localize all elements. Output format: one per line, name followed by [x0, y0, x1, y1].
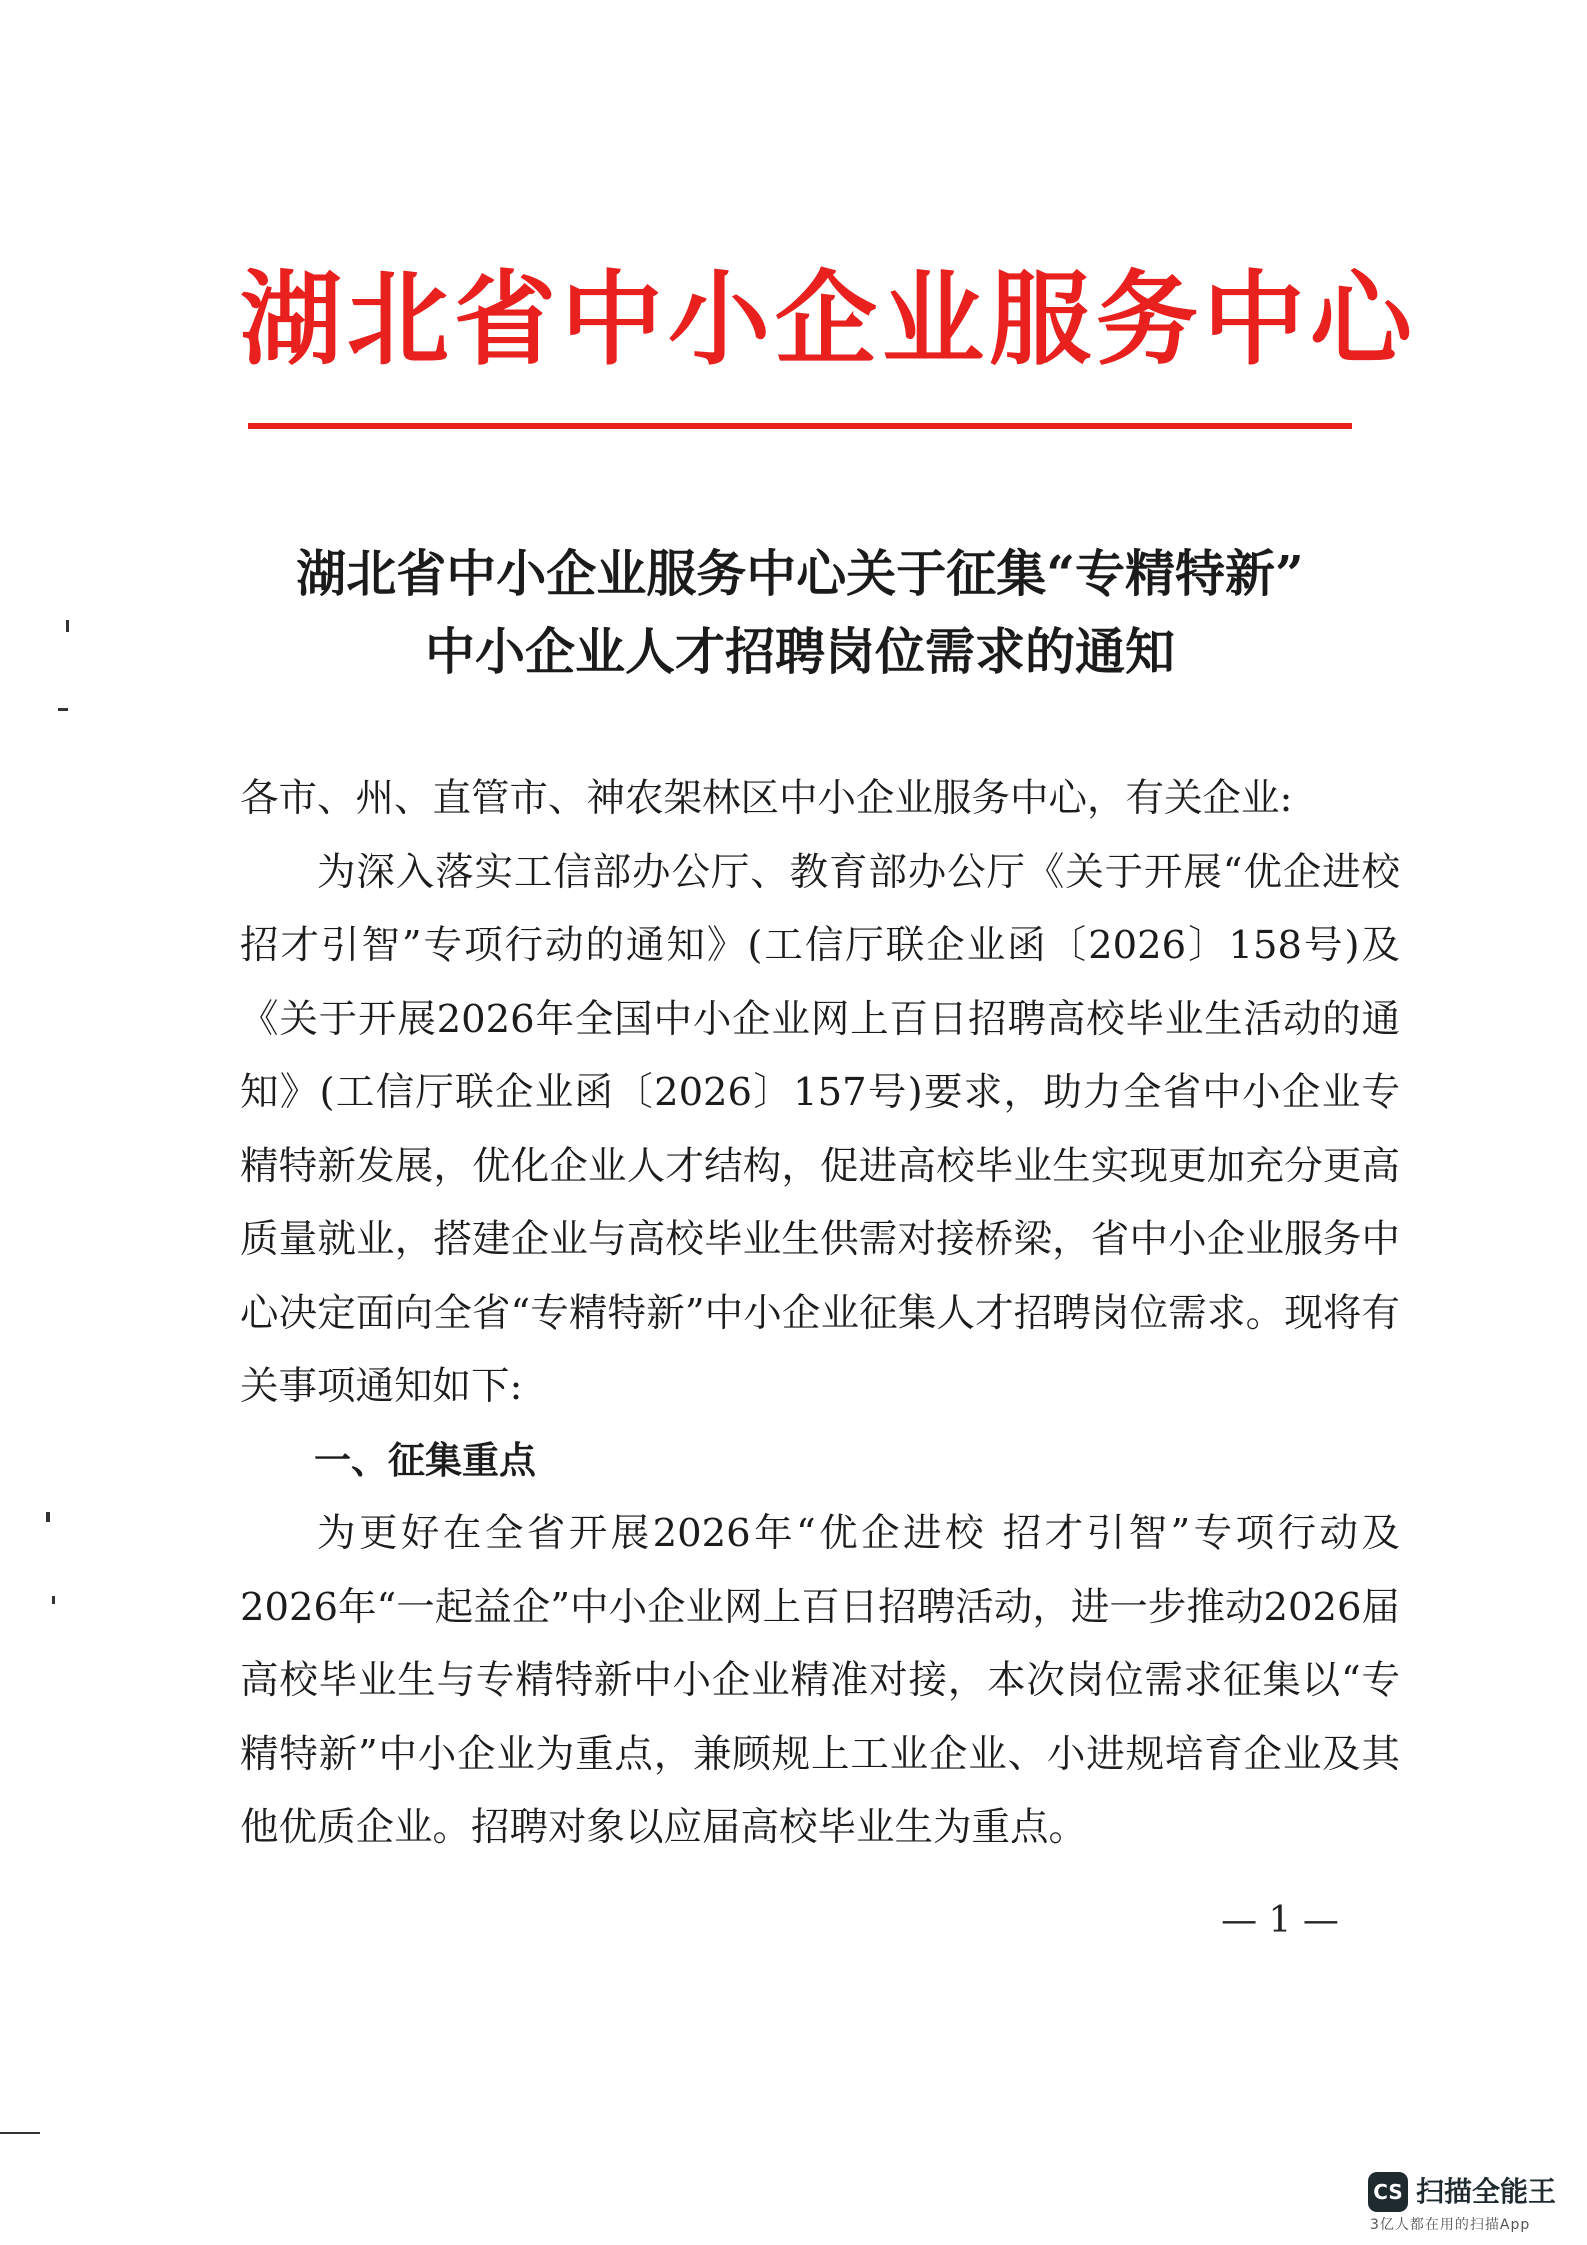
page-number: — 1 —	[1221, 1900, 1339, 1941]
document-title-line-1: 湖北省中小企业服务中心关于征集“专精特新”	[296, 544, 1304, 603]
document-body	[240, 762, 1400, 1865]
scan-artifact-mark	[52, 1596, 55, 1604]
document-title	[200, 535, 1400, 691]
scan-artifact-mark	[0, 2132, 40, 2134]
watermark-app-name: 扫描全能王	[1416, 2175, 1557, 2208]
paragraph-1: 为深入落实工信部办公厅、教育部办公厅《关于开展“优企进校 招才引智”专项行动的通知》(工信厅联企业函〔2026〕158号)及《关于开展2026年全国中小企业网上百日招聘高校毕业生活动的通知》(工信厅联企业函〔2026〕157号)要求，助力全省中小企业专精特新发展，优化企业人才结构，促进高校毕业生实现更加充分更高质量就业，搭建企业与高校毕业生供需对接桥梁，省中小企业服务中心决定面向全省“专精特新”中小企业征集人才招聘岗位需求。现将有关事项通知如下:	[240, 849, 1400, 1409]
masthead-org-name: 湖北省中小企业服务中心	[240, 260, 1417, 380]
document-title-line-2: 中小企业人才招聘岗位需求的通知	[425, 622, 1175, 681]
masthead-red-rule	[248, 423, 1352, 429]
paragraph-2: 为更好在全省开展2026年“优企进校 招才引智”专项行动及2026年“一起益企”中小企业网上百日招聘活动，进一步推动2026届高校毕业生与专精特新中小企业精准对接，本次岗位需求征集以“专精特新”中小企业为重点，兼顾规上工业企业、小进规培育企业及其他优质企业。招聘对象以应届高校毕业生为重点。	[240, 1511, 1400, 1850]
camscanner-logo-icon: CS	[1368, 2172, 1408, 2212]
scan-artifact-mark	[58, 708, 68, 711]
watermark-tagline: 3亿人都在用的扫描App	[1370, 2217, 1531, 2233]
scan-artifact-mark	[66, 620, 69, 632]
salutation: 各市、州、直管市、神农架林区中小企业服务中心，有关企业:	[240, 776, 1293, 821]
scan-artifact-mark	[46, 1512, 50, 1522]
section-heading-1: 一、征集重点	[314, 1438, 536, 1482]
scanner-watermark	[1368, 2172, 1578, 2238]
